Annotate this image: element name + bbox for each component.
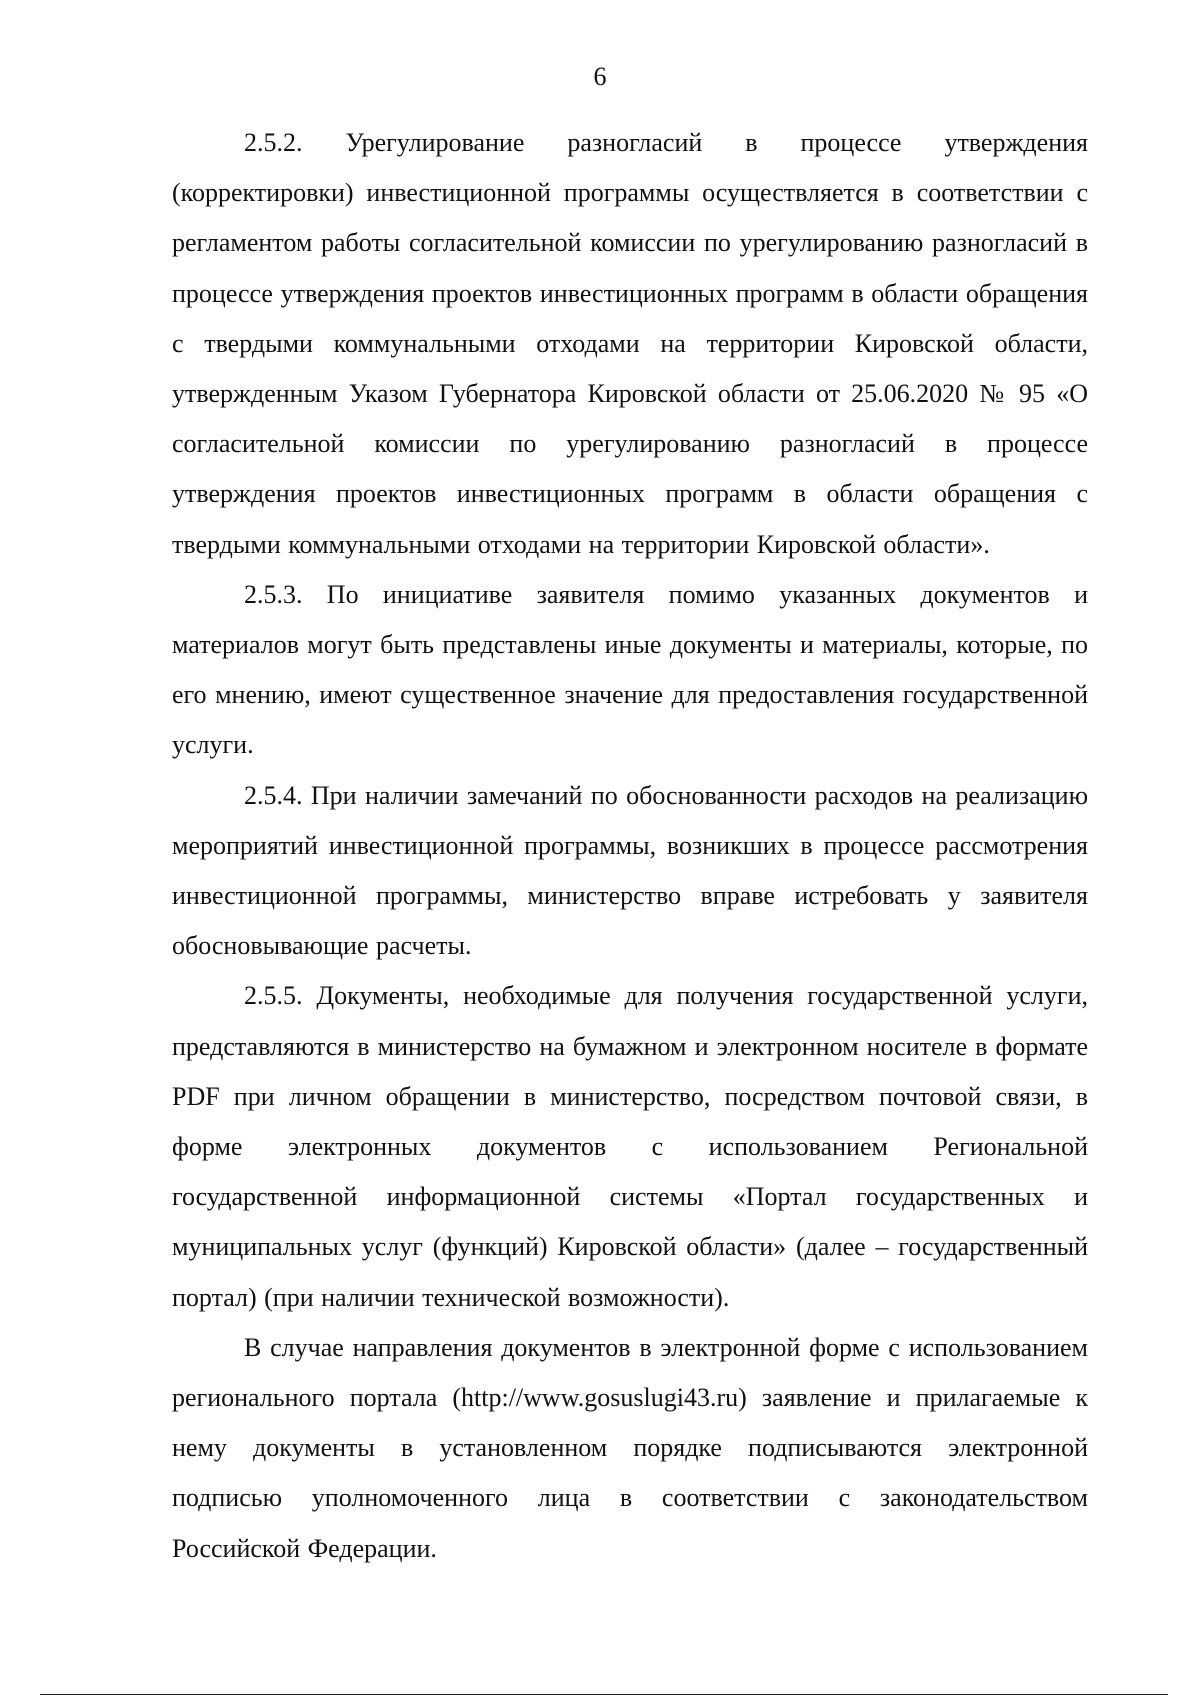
paragraph-2-5-2: 2.5.2. Урегулирование разногласий в процессе утверждения (корректировки) инвестиционной программы осуществляется в соответствии с регламентом работы согласительной комиссии по урегулированию разногласий в процессе утверждения проектов инвестиционных программ в области обращения с твердыми коммунальными отходами на территории Кировской области, утвержденным Указом Губернатора Кировской области от 25.06.2020 № 95 «О согласительной комиссии по урегулированию разногласий в процессе утверждения проектов инвестиционных программ в области обращения с твердыми коммунальными отходами на территории Кировской области». <box>172 128 1088 559</box>
paragraph-2-5-4: 2.5.4. При наличии замечаний по обоснованности расходов на реализацию мероприятий инвестиционной программы, возникших в процессе рассмотрения инвестиционной программы, министерство вправе истребовать у заявителя обосновывающие расчеты. <box>172 780 1088 961</box>
bottom-divider <box>40 1694 1168 1695</box>
paragraph-2-5-3: 2.5.3. По инициативе заявителя помимо указанных документов и материалов могут быть представлены иные документы и материалы, которые, по его мнению, имеют существенное значение для предоставления государственной услуги. <box>172 579 1088 760</box>
paragraph-2-5-5: 2.5.5. Документы, необходимые для получения государственной услуги, представляются в министерство на бумажном и электронном носителе в формате PDF при личном обращении в министерство, посредством почтовой связи, в форме электронных документов с использованием Региональной государственной информационной системы «Портал государственных и муниципальных услуг (функций) Кировской области» (далее – государственный портал) (при наличии технической возможности). <box>172 981 1088 1312</box>
page-number: 6 <box>593 62 607 91</box>
document-body <box>172 118 1088 1574</box>
paragraph-electronic-submission: В случае направления документов в электронной форме с использованием регионального портала (http://www.gosuslugi43.ru) заявление и прилагаемые к нему документы в установленном порядке подписываются электронной подписью уполномоченного лица в соответствии с законодательством Российской Федерации. <box>172 1332 1088 1563</box>
